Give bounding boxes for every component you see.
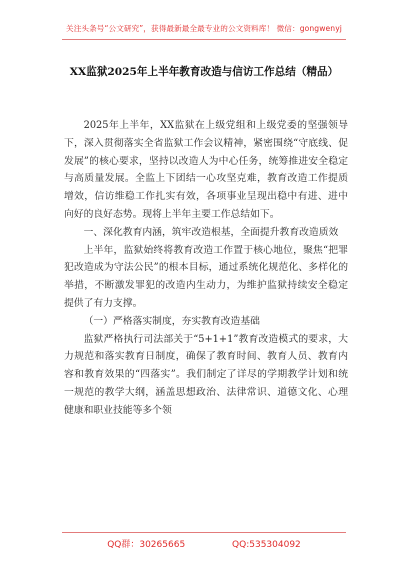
intro-paragraph: 2025年上半年，XX监狱在上级党组和上级党委的坚强领导下，深入贯彻落实全省监狱工作会议精神，紧密围绕“守底线、促发展”的核心要求，坚持以改造人为中心任务，统筹推进安全稳定与高质量发展。全监上下团结一心攻坚克难，教育改造工作提质增效，信访维稳工作扎实有效，各项事业呈现出稳中有进、进中向好的良好态势。现将上半年主要工作总结如下。 [64, 120, 348, 220]
top-banner: 关注头条号“公文研究”，获得最新最全最专业的公文资料库！ 微信：gongwenyj [66, 24, 342, 33]
document-body [64, 117, 348, 420]
subsection-heading: （一）严格落实制度，夯实教育改造基础 [83, 315, 260, 327]
section-heading: 一、深化教育内涵，筑牢改造根基，全面提升教育改造质效 [83, 226, 339, 238]
subsection-paragraph: 监狱严格执行司法部关于“5+1+1”教育改造模式的要求，大力规范和落实教育日制度，确保了教育时间、教育人员、教育内容和教育效果的“四落实”。我们制定了详尽的学期教学计划和统一规范的教学大纲，涵盖思想政治、法律常识、道德文化、心理健康和职业技能等多个领 [64, 333, 348, 416]
footer-qq-group: QQ群：30265665 [107, 540, 186, 550]
footer-qq: QQ:535304092 [232, 540, 301, 550]
section-paragraph: 上半年，监狱始终将教育改造工作置于核心地位，聚焦“把罪犯改造成为守法公民”的根本目标，通过系统化规范化、多样化的举措，不断激发罪犯的改造内生动力，为维护监狱持续安全稳定提供了有力支撑。 [64, 244, 348, 309]
footer-contact [0, 537, 408, 550]
bottom-divider [62, 532, 346, 533]
document-title: XX监狱2025年上半年教育改造与信访工作总结（精品） [69, 66, 339, 78]
top-divider [62, 39, 346, 40]
